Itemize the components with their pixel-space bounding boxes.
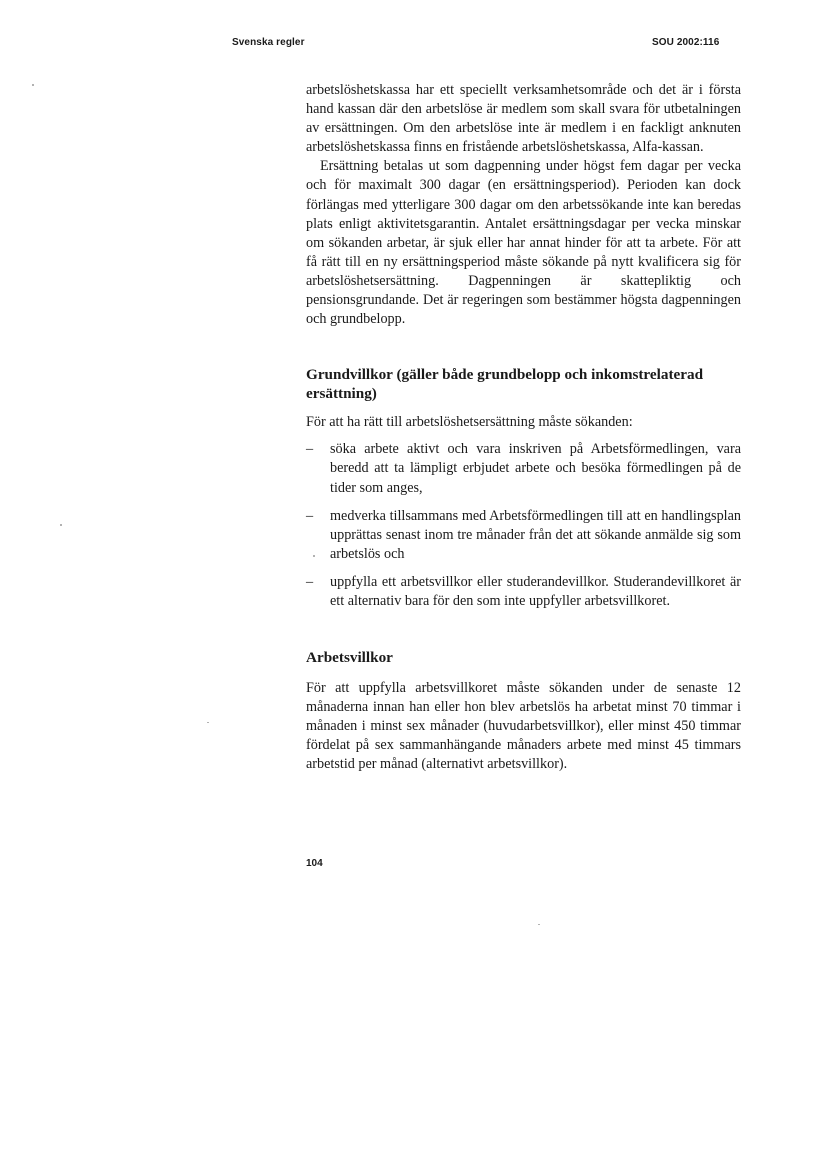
paragraph-continued: arbetslöshetskassa har ett speciellt verksamhetsområde och det är i första hand kassan där den arbetslöse är medlem som skall svara för utbetalningen av ersättningen. Om den arbetslöse inte är medlem i en fackligt anknuten arbetslöshetskassa finns en fristående arbetslöshetskassa, Alfa-kassan.: [306, 82, 741, 156]
section-heading-arbetsvillkor: Arbetsvillkor: [306, 649, 393, 667]
scan-speck: [313, 555, 315, 557]
scan-speck: [538, 924, 540, 925]
dash-bullet: –: [306, 441, 314, 458]
list-item: [306, 573, 741, 611]
running-head-right: SOU 2002:116: [652, 37, 720, 48]
list-item-text: medverka tillsammans med Arbetsförmedlingen till att en handlingsplan upprättas senast inom tre månader från det att sökande anmälde sig som arbetslös och: [330, 507, 741, 562]
body-text: [306, 81, 741, 775]
scan-speck: [207, 722, 209, 723]
scan-speck: [60, 524, 62, 526]
page-number: 104: [306, 858, 323, 869]
list-item-text: uppfylla ett arbetsvillkor eller studerandevillkor. Studerandevillkoret är ett alternativ bara för den som inte uppfyller arbetsvillkoret.: [330, 573, 741, 609]
dash-bullet: –: [306, 507, 314, 524]
scan-speck: [32, 84, 34, 86]
paragraph-arbetsvillkor: För att uppfylla arbetsvillkoret måste sökanden under de senaste 12 månaderna innan han eller hon blev arbetslös ha arbetat minst 70 timmar i månaden i minst sex månader (huvudarbetsvillkor), eller minst 450 timmar fördelat på sex sammanhängande månaders arbete med minst 45 timmars arbetstid per månad (alternativt arbetsvillkor).: [306, 680, 741, 773]
list-item: [306, 440, 741, 497]
dash-bullet: –: [306, 573, 314, 590]
section-heading-grundvillkor: Grundvillkor (gäller både grundbelopp och inkomstrelaterad ersättning): [306, 366, 704, 403]
list-item: [306, 507, 741, 564]
requirements-list: [306, 440, 741, 611]
list-item-text: söka arbete aktivt och vara inskriven på Arbetsförmedlingen, vara beredd att ta lämpligt erbjudet arbete och besöka förmedlingen på de tider som anges,: [330, 441, 741, 496]
paragraph-dagpenning: Ersättning betalas ut som dagpenning under högst fem dagar per vecka och för maximalt 300 dagar (en ersättningsperiod). Perioden kan dock förlängas med ytterligare 300 dagar om den arbetssökande inte kan beredas plats enligt aktivitetsgarantin. Antalet ersättningsdagar per vecka minskar om sökanden arbetar, är sjuk eller har annat hinder för att ta arbete. För att få rätt till en ny ersättningsperiod måste sökande på nytt kvalificera sig för arbetslöshetsersättning. Dagpenningen är skattepliktig och pensionsgrundande. Det är regeringen som bestämmer högsta dagpenningen och grundbelopp.: [306, 158, 741, 328]
running-head-left: Svenska regler: [232, 37, 305, 48]
section-intro: För att ha rätt till arbetslöshetsersättning måste sökanden:: [306, 414, 633, 431]
